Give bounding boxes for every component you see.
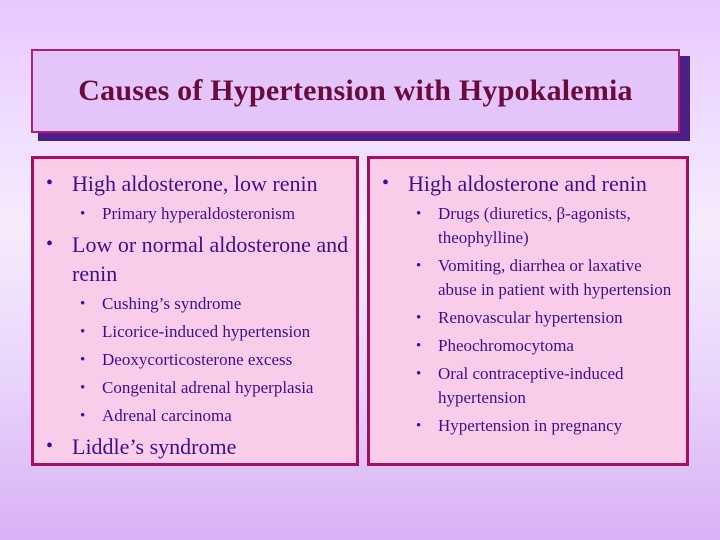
bullet-high-aldo-and-renin: • High aldosterone and renin — [378, 169, 680, 198]
sub-bullet: • Congenital adrenal hyperplasia — [42, 376, 350, 400]
sub-bullet: • Primary hyperaldosteronism — [42, 202, 350, 226]
bullet-high-aldo-low-renin: • High aldosterone, low renin — [42, 169, 350, 198]
title-box — [31, 49, 680, 133]
sub-bullet: • Deoxycorticosterone excess — [42, 348, 350, 372]
sub-bullet: • Licorice-induced hypertension — [42, 320, 350, 344]
sub-bullet: • Drugs (diuretics, β-agonists, theophylline) — [378, 202, 680, 250]
bullet-low-normal-aldo-renin: • Low or normal aldosterone and renin — [42, 230, 350, 288]
left-panel — [31, 156, 359, 466]
slide-title: Causes of Hypertension with Hypokalemia — [78, 74, 633, 107]
right-panel — [367, 156, 689, 466]
sub-bullet: • Cushing’s syndrome — [42, 292, 350, 316]
sub-bullet: • Vomiting, diarrhea or laxative abuse in patient with hypertension — [378, 254, 680, 302]
sub-bullet: • Adrenal carcinoma — [42, 404, 350, 428]
sub-bullet: • Hypertension in pregnancy — [378, 414, 680, 438]
bullet-liddle: • Liddle’s syndrome — [42, 432, 350, 461]
left-list — [42, 169, 350, 461]
sub-bullet: • Oral contraceptive-induced hypertension — [378, 362, 680, 410]
right-list — [378, 169, 680, 438]
sub-bullet: • Renovascular hypertension — [378, 306, 680, 330]
sub-bullet: • Pheochromocytoma — [378, 334, 680, 358]
